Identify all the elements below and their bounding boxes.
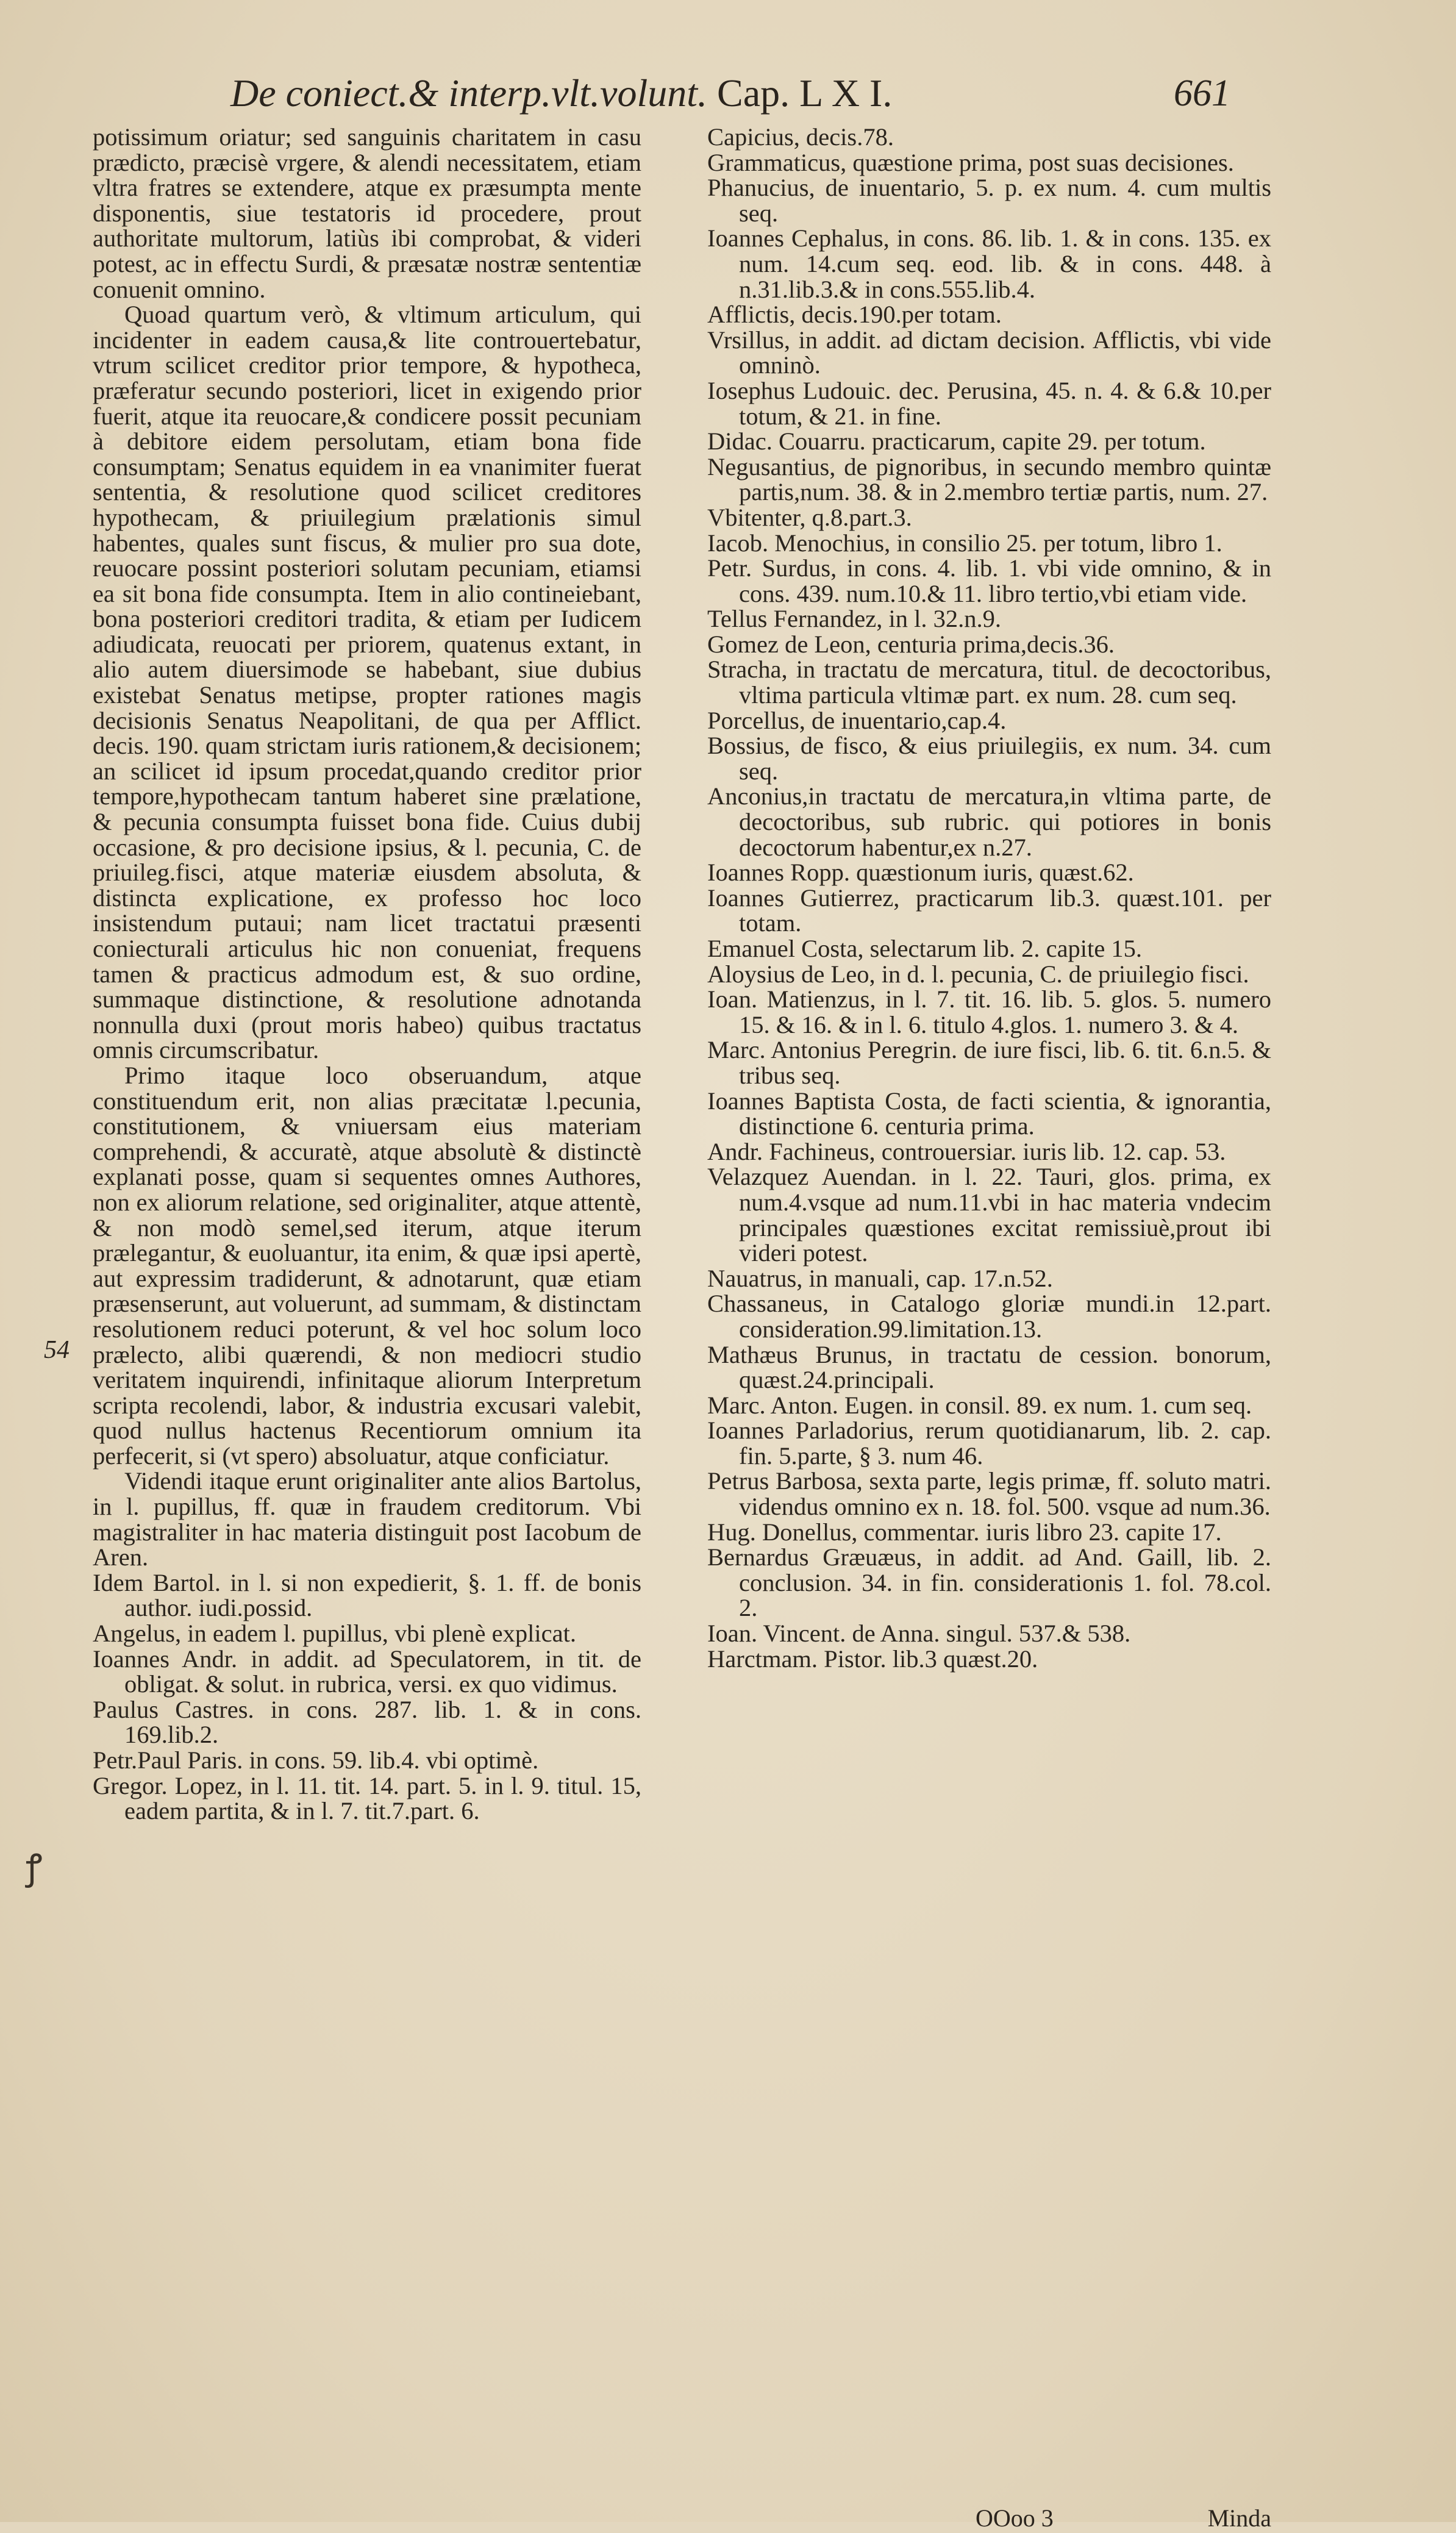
citation-entry: Paulus Castres. in cons. 287. lib. 1. & in cons. 169.lib.2. [93, 1695, 641, 1749]
citation-entry: Ioannes Cephalus, in cons. 86. lib. 1. & in cons. 135. ex num. 14.cum seq. eod. lib. & in cons. 448. à n.31.lib.3.& in cons.555.lib.4. [707, 224, 1271, 303]
page-number: 661 [1174, 73, 1230, 114]
citation-entry: Ioannes Gutierrez, practicarum lib.3. quæst.101. per totam. [707, 884, 1271, 937]
citation-entry: Ioannes Ropp. quæstionum iuris, quæst.62. [707, 859, 1134, 887]
signature-mark: OOoo 3 [976, 2504, 1054, 2532]
margin-handwritten-mark: ꝭ [26, 1848, 43, 1887]
citation-entry: Grammaticus, quæstione prima, post suas decisiones. [707, 148, 1234, 176]
citation-entry: Gregor. Lopez, in l. 11. tit. 14. part. 5. in l. 9. titul. 15, eadem partita, & in l. 7. tit.7.part. 6. [93, 1771, 641, 1825]
citation-entry: Vbitenter, q.8.part.3. [707, 503, 912, 531]
citation-entry: Chassaneus, in Catalogo gloriæ mundi.in 12.part. consideration.99.limitation.13. [707, 1290, 1271, 1343]
header-title [230, 67, 892, 120]
paragraph: Quoad quartum verò, & vltimum articulum, qui incidenter in eadem causa,& lite controuertebatur, vtrum scilicet creditor prior tempore, & hypotheca, præferatur secundo posteriori, licet in exigendo prior fuerit, atque ita reuocare,& condicere possit pecuniam à debitore eidem persolutam, etiam bona fide consumptam; Senatus equidem in ea vnanimiter fuerat sententia, & resolutione quod scilicet creditores hypothecam, & priuilegium prælationis simul habentes, quales sunt fiscus, & mulier pro sua dote, reuocare possint posteriori solutam pecuniam, etiamsi ea sit bona fide consumpta. Item in alio contineiebant, bona posteriori creditori tradita, & etiam per Iudicem adiudicata, reuocati per priorem, quatenus extant, in alio autem diuersimode se habebant, siue dubius existebat Senatus metipse, propter rationes magis decisionis Senatus Neapolitani, de qua per Afflict. decis. 190. quam strictam iuris rationem,& decisionem; an scilicet id ipsum procedat,quando creditor prior tempore,hypothecam tantum haberet sine prælatione, & pecunia consumpta fuisset bona fide. Cuius dubij occasione, & pro decisione ipsius, & l. pecunia, C. de priuileg.fisci, atque materiæ eiusdem absoluta, & distincta explicatione, ex professo hoc loco insistendum putaui; nam licet tractatui præsenti coniecturali articulus hic non conueniat, frequens tamen & practicus admodum est, & suo ordine, summaque distinctione, & resolutione adnotanda nonnulla duxi (prout moris habeo) quibus tractatus omnis circumscribatur. [93, 301, 641, 1064]
citation-entry: Capicius, decis.78. [707, 123, 894, 151]
citation-entry: Angelus, in eadem l. pupillus, vbi plenè explicat. [93, 1620, 576, 1648]
citation-entry: Bossius, de fisco, & eius priuilegiis, ex num. 34. cum seq. [707, 732, 1271, 785]
citation-entry: Marc. Antonius Peregrin. de iure fisci, lib. 6. tit. 6.n.5. & tribus seq. [707, 1036, 1271, 1089]
citation-entry: Velazquez Auendan. in l. 22. Tauri, glos. prima, ex num.4.vsque ad num.11.vbi in hac materia vndecim principales quæstiones excitat remissiuè,prout ibi videri potest. [707, 1163, 1271, 1267]
chapter-label: Cap. L X I. [717, 71, 893, 115]
paragraph: Videndi itaque erunt originaliter ante alios Bartolus, in l. pupillus, ff. quæ in fraudem creditorum. Vbi magistraliter in hac materia distinguit post Iacobum de Aren. [93, 1467, 641, 1571]
citation-entry: Iosephus Ludouic. dec. Perusina, 45. n. 4. & 6.& 10.per totum, & 21. in fine. [707, 376, 1271, 430]
citation-entry: Negusantius, de pignoribus, in secundo membro quintæ partis,num. 38. & in 2.membro tertiæ partis, num. 27. [707, 452, 1271, 506]
citation-entry: Phanucius, de inuentario, 5. p. ex num. 4. cum multis seq. [707, 174, 1271, 227]
citation-entry: Iacob. Menochius, in consilio 25. per totum, libro 1. [707, 529, 1222, 557]
citation-entry: Ioannes Baptista Costa, de facti scientia, & ignorantia, distinctione 6. centuria prima. [707, 1087, 1271, 1140]
citation-entry: Petr.Paul Paris. in cons. 59. lib.4. vbi optimè. [93, 1746, 539, 1774]
citation-entry: Ioannes Andr. in addit. ad Speculatorem, in tit. de obligat. & solut. in rubrica, versi. ex quo vidimus. [93, 1645, 641, 1698]
catchword: Minda [1207, 2504, 1271, 2532]
citation-entry: Afflictis, decis.190.per totam. [707, 301, 1002, 329]
citation-entry: Emanuel Costa, selectarum lib. 2. capite 15. [707, 935, 1143, 962]
citation-entry: Gomez de Leon, centuria prima,decis.36. [707, 630, 1115, 658]
header-title-text: De coniect.& interp.vlt.volunt. [230, 71, 707, 115]
citation-entry: Anconius,in tractatu de mercatura,in vltima parte, de decoctoribus, sub rubric. qui potiores in bonis decoctorum habentur,ex n.27. [707, 782, 1271, 861]
citation-entry: Idem Bartol. in l. si non expedierit, §. 1. ff. de bonis author. iudi.possid. [93, 1568, 641, 1622]
running-header [230, 67, 1230, 120]
margin-paragraph-number: 54 [44, 1336, 70, 1364]
citation-entry: Ioan. Vincent. de Anna. singul. 537.& 538. [707, 1620, 1131, 1648]
citation-entry: Petrus Barbosa, sexta parte, legis primæ, ff. soluto matri. videndus omnino ex n. 18. fol. 500. vsque ad num.36. [707, 1467, 1271, 1521]
citation-entry: Harctmam. Pistor. lib.3 quæst.20. [707, 1645, 1038, 1673]
citation-entry: Aloysius de Leo, in d. l. pecunia, C. de priuilegio fisci. [707, 960, 1249, 988]
citation-entry: Marc. Anton. Eugen. in consil. 89. ex num. 1. cum seq. [707, 1391, 1252, 1419]
paragraph: potissimum oriatur; sed sanguinis charitatem in casu prædicto, præcisè vrgere, & alendi necessitatem, etiam vltra fratres se extendere, atque ex præsumpta mente disponentis, siue testatoris id procedere, prout authoritate multorum, latiùs ibi comprobat, & videri potest, ac in effectu Surdi, & præsatæ nostræ sententiæ conuenit omnino. [93, 123, 641, 303]
citation-entry: Ioan. Matienzus, in l. 7. tit. 16. lib. 5. glos. 5. numero 15. & 16. & in l. 6. titulo 4.glos. 1. numero 3. & 4. [707, 985, 1271, 1038]
citation-entry: Tellus Fernandez, in l. 32.n.9. [707, 605, 1001, 633]
right-column [707, 124, 1271, 1671]
citation-entry: Didac. Couarru. practicarum, capite 29. per totum. [707, 427, 1206, 456]
citation-entry: Ioannes Parladorius, rerum quotidianarum, lib. 2. cap. fin. 5.parte, § 3. num 46. [707, 1417, 1271, 1470]
citation-entry: Bernardus Græuæus, in addit. ad And. Gaill, lib. 2. conclusion. 34. in fin. considerationis 1. fol. 78.col. 2. [707, 1543, 1271, 1622]
citation-entry: Hug. Donellus, commentar. iuris libro 23. capite 17. [707, 1518, 1222, 1546]
left-column [93, 124, 641, 1824]
citation-entry: Petr. Surdus, in cons. 4. lib. 1. vbi vide omnino, & in cons. 439. num.10.& 11. libro tertio,vbi etiam vide. [707, 554, 1271, 607]
citation-entry: Nauatrus, in manuali, cap. 17.n.52. [707, 1264, 1053, 1292]
citation-entry: Andr. Fachineus, controuersiar. iuris lib. 12. cap. 53. [707, 1137, 1226, 1165]
citation-entry: Vrsillus, in addit. ad dictam decision. Afflictis, vbi vide omninò. [707, 326, 1271, 379]
page-footer [707, 2504, 1271, 2533]
paragraph: Primo itaque loco obseruandum, atque constituendum erit, non alias præcitatæ l.pecunia, constitutionem, & vniuersam eius materiam comprehendi, & accuratè, atque absolutè & distinctè explanati posse, quam si sequentes omnes Authores, non ex aliorum relatione, sed originaliter, atque attentè, & non modò semel,sed iterum, atque iterum prælegantur, & euoluantur, ita enim, & quæ ipsi apertè, aut expressim tradiderunt, & adnotarunt, quæ etiam præsenserunt, aut voluerunt, ad summam, & distinctam resolutionem reduci poterunt, & vel hoc solum loco prælecto, alibi quærendi, & non mediocri studio veritatem inquirendi, infinitaque aliorum Interpretum scripta recolendi, labor, & industria excusari valebit, quod nullus hactenus Recentiorum omnium ita perfecerit, si (vt spero) absoluatur, atque conficiatur. [93, 1061, 641, 1470]
citation-entry: Porcellus, de inuentario,cap.4. [707, 706, 1007, 734]
citation-entry: Stracha, in tractatu de mercatura, titul. de decoctoribus, vltima particula vltimæ part. ex num. 28. cum seq. [707, 656, 1271, 709]
citation-entry: Mathæus Brunus, in tractatu de cession. bonorum, quæst.24.principali. [707, 1340, 1271, 1394]
